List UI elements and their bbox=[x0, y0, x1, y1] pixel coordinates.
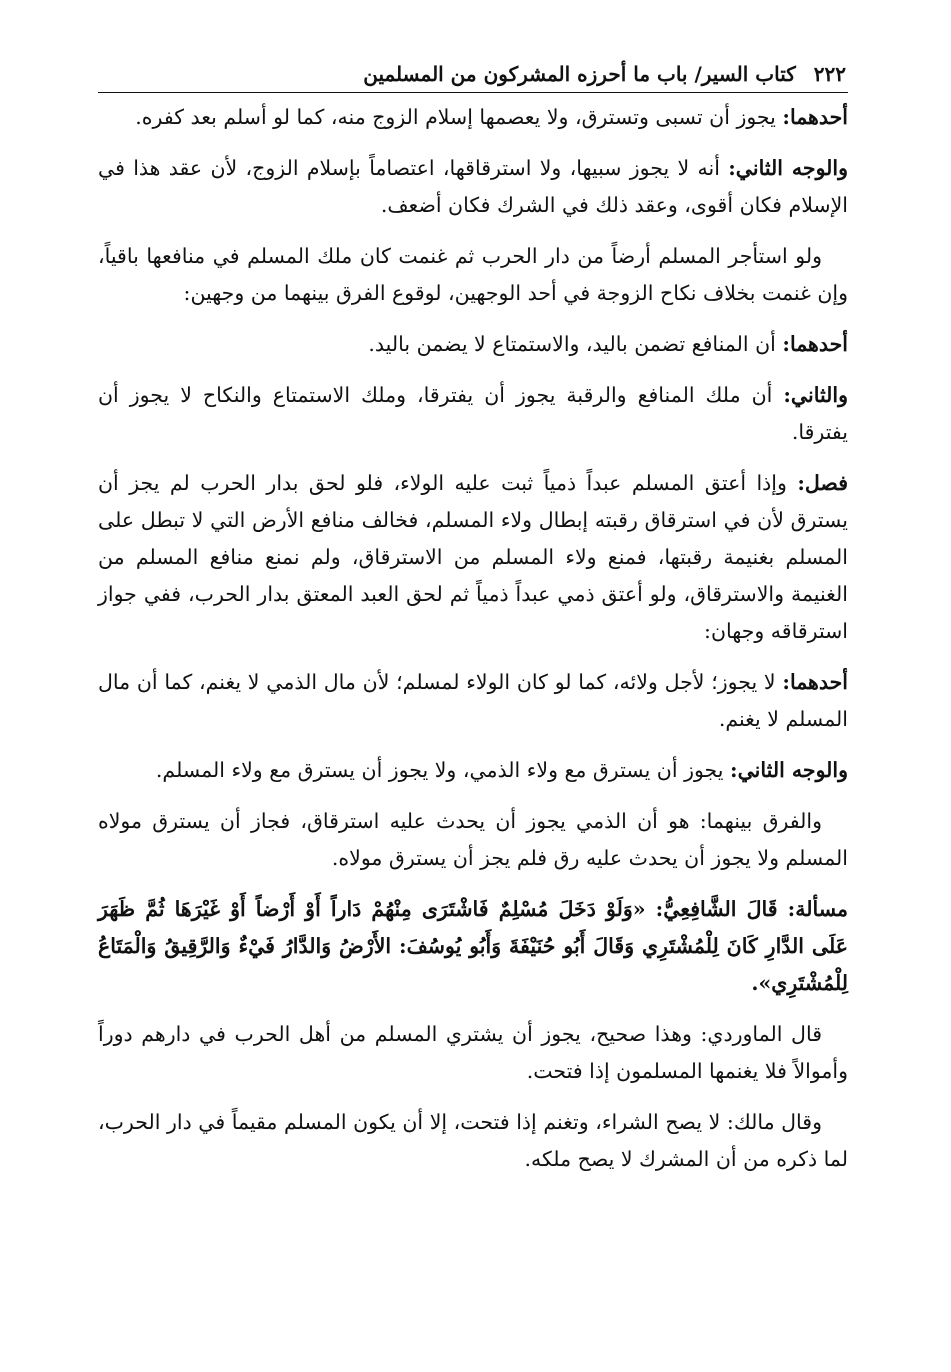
paragraph bbox=[98, 803, 848, 877]
paragraph bbox=[98, 150, 848, 224]
paragraph-text: يجوز أن تسبى وتسترق، ولا يعصمها إسلام الزوج منه، كما لو أسلم بعد كفره. bbox=[135, 105, 783, 129]
paragraph-text: قال الماوردي: وهذا صحيح، يجوز أن يشتري المسلم من أهل الحرب في دارهم دوراً وأموالاً فلا يغنمها المسلمون إذا فتحت. bbox=[98, 1022, 848, 1083]
paragraph-text: أن المنافع تضمن باليد، والاستمتاع لا يضمن باليد. bbox=[368, 332, 783, 356]
paragraph-lead: والثاني: bbox=[783, 383, 848, 407]
paragraph bbox=[98, 752, 848, 789]
paragraph-lead: أحدهما: bbox=[782, 105, 848, 129]
issue-lead: مسألة: قَالَ الشَّافِعِيُّ: bbox=[655, 897, 848, 921]
shafii-quote: «وَلَوْ دَخَلَ مُسْلِمٌ فَاشْتَرَى مِنْهُمْ دَاراً أَوْ أَرْضاً أَوْ غَيْرَهَا ثُمَّ ظَهَرَ عَلَى الدَّارِ كَانَ لِلْمُشْتَرِي وَقَالَ أَبُو حُنَيْفَةَ وَأَبُو يُوسُفَ: الأَرْضُ وَالدَّارُ فَيْءٌ وَالرَّقِيقُ وَالْمَتَاعُ لِلْمُشْتَرِي». bbox=[98, 897, 848, 995]
paragraph-text: والفرق بينهما: هو أن الذمي يجوز أن يحدث عليه استرقاق، فجاز أن يسترق مولاه المسلم ولا يجوز أن يحدث عليه رق فلم يجز أن يسترق مولاه. bbox=[98, 809, 848, 870]
paragraph-lead: أحدهما: bbox=[782, 670, 848, 694]
paragraph-text: وقال مالك: لا يصح الشراء، وتغنم إذا فتحت، إلا أن يكون المسلم مقيماً في دار الحرب، لما ذكره من أن المشرك لا يصح ملكه. bbox=[98, 1110, 848, 1171]
paragraph bbox=[98, 664, 848, 738]
paragraph-lead: أحدهما: bbox=[782, 332, 848, 356]
paragraph bbox=[98, 1016, 848, 1090]
paragraph bbox=[98, 1104, 848, 1178]
paragraph bbox=[98, 238, 848, 312]
page-header bbox=[98, 56, 848, 93]
paragraph-text: لا يجوز؛ لأجل ولائه، كما لو كان الولاء لمسلم؛ لأن مال الذمي لا يغنم، كما أن مال المسلم لا يغنم. bbox=[98, 670, 848, 731]
issue-paragraph bbox=[98, 891, 848, 1002]
paragraph bbox=[98, 326, 848, 363]
section-paragraph bbox=[98, 465, 848, 650]
paragraph-text: أن ملك المنافع والرقبة يجوز أن يفترقا، وملك الاستمتاع والنكاح لا يجوز أن يفترقا. bbox=[98, 383, 848, 444]
paragraph-text: ولو استأجر المسلم أرضاً من دار الحرب ثم غنمت كان ملك المسلم في منافعها باقياً، وإن غنمت بخلاف نكاح الزوجة في أحد الوجهين، لوقوع الفرق بينهما من وجهين: bbox=[98, 244, 848, 305]
section-lead: فصل: bbox=[797, 471, 848, 495]
running-title: كتاب السير/ باب ما أحرزه المشركون من المسلمين bbox=[363, 62, 796, 86]
paragraph-lead: والوجه الثاني: bbox=[730, 758, 848, 782]
paragraph-text: أنه لا يجوز سبيها، ولا استرقاقها، اعتصاماً بإسلام الزوج، لأن عقد هذا في الإسلام فكان أقوى، وعقد ذلك في الشرك فكان أضعف. bbox=[98, 156, 848, 217]
paragraph-text: يجوز أن يسترق مع ولاء الذمي، ولا يجوز أن يسترق مع ولاء المسلم. bbox=[155, 758, 731, 782]
page-body bbox=[98, 93, 848, 1178]
paragraph-text: وإذا أعتق المسلم عبداً ذمياً ثبت عليه الولاء، فلو لحق بدار الحرب لم يجز أن يسترق لأن في استرقاق رقبته إبطال ولاء المسلم، فخالف منافع الأرض التي لا تبطل على المسلم بغنيمة رقبتها، فمنع ولاء المسلم من الاسترقاق، ولم نمنع منافع المسلم من الغنيمة والاسترقاق، ولو أعتق ذمي عبداً ذمياً ثم لحق العبد المعتق بدار الحرب، ففي جواز استرقاقه وجهان: bbox=[98, 471, 848, 643]
document-page bbox=[98, 56, 848, 1192]
page-number: ٢٢٢ bbox=[813, 62, 846, 86]
paragraph-lead: والوجه الثاني: bbox=[728, 156, 848, 180]
paragraph bbox=[98, 99, 848, 136]
paragraph bbox=[98, 377, 848, 451]
